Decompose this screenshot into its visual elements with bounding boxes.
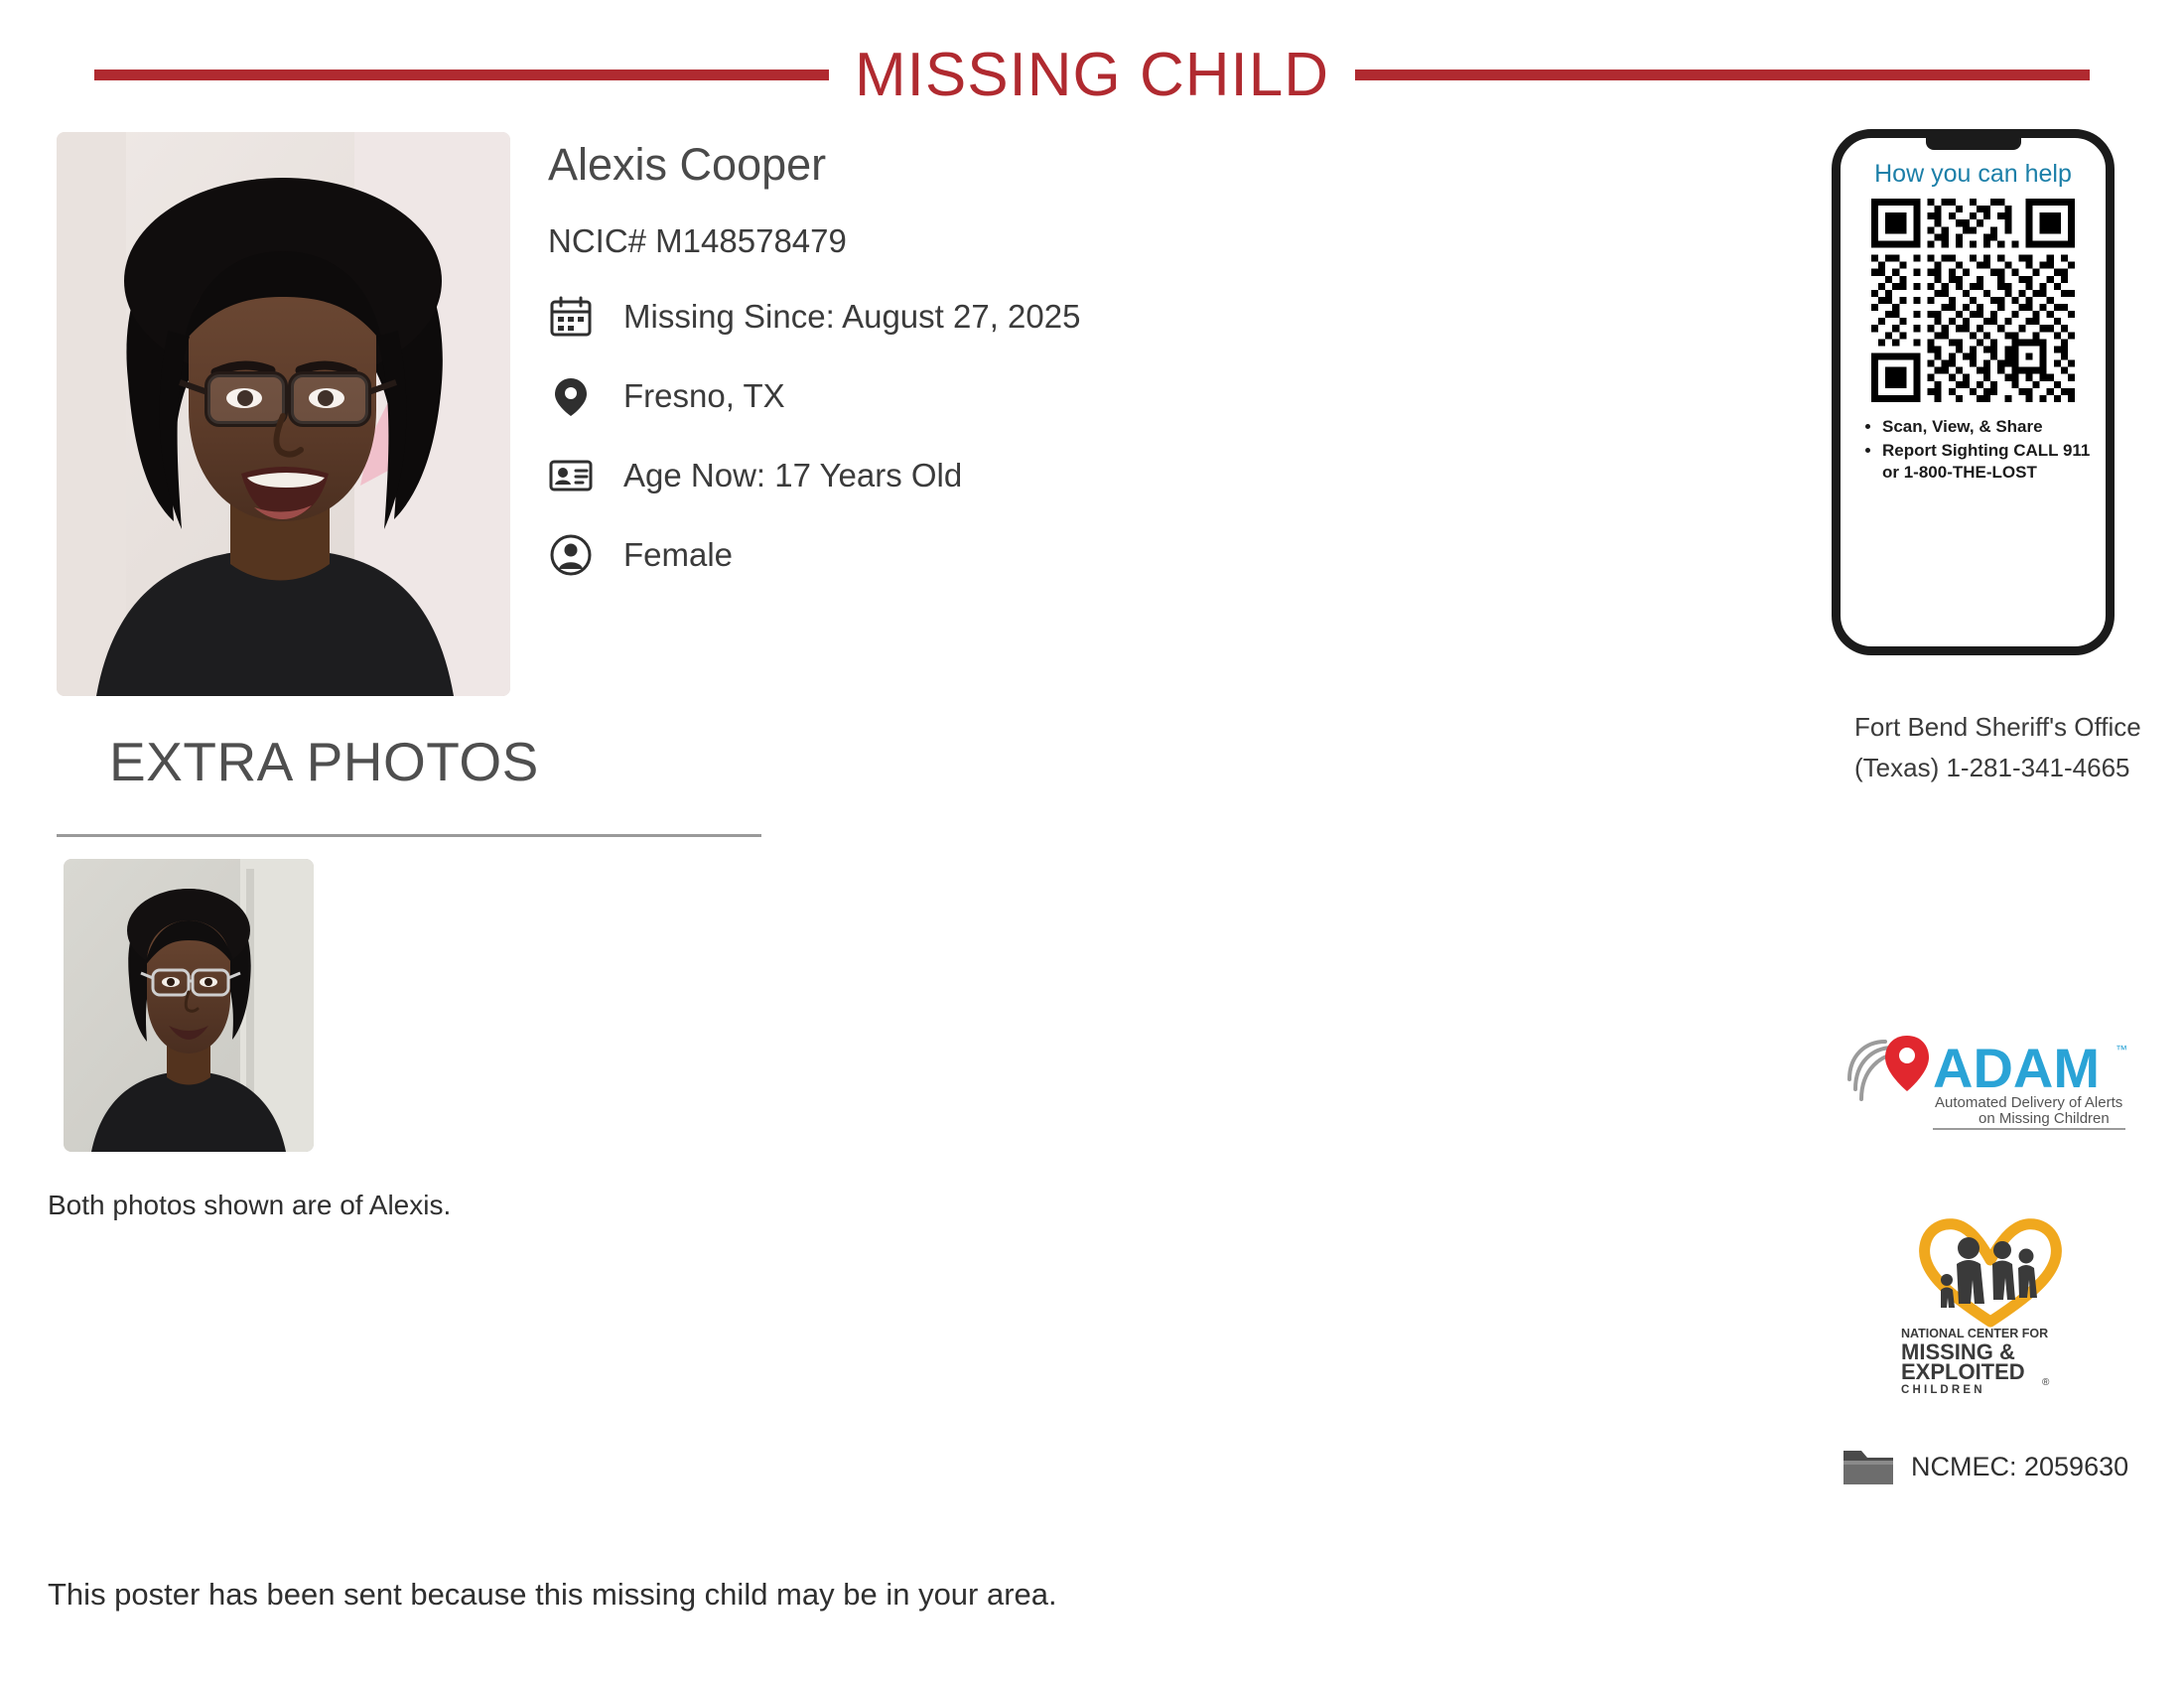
help-panel-title: How you can help xyxy=(1874,160,2072,188)
help-bullet-list xyxy=(1864,416,2092,483)
case-number-row xyxy=(1842,1445,2128,1488)
poster-header xyxy=(0,30,2184,119)
svg-text:®: ® xyxy=(2042,1377,2050,1388)
adam-logo xyxy=(1842,1028,2139,1137)
child-details xyxy=(548,139,1739,608)
footer-note: This poster has been sent because this missing child may be in your area. xyxy=(48,1577,1057,1612)
location-pin-icon xyxy=(548,373,594,419)
case-number-label: NCMEC: 2059630 xyxy=(1911,1451,2129,1481)
age-text: Age Now: 17 Years Old xyxy=(623,457,963,493)
photo-caption: Both photos shown are of Alexis. xyxy=(48,1190,452,1220)
detail-missing-since xyxy=(548,290,1739,344)
sex-text: Female xyxy=(623,536,734,573)
ncmec-logo xyxy=(1891,1206,2090,1395)
phone-notch xyxy=(1926,138,2021,150)
extra-child-photo xyxy=(64,859,314,1152)
missing-since-text: Missing Since: August 27, 2025 xyxy=(623,298,1081,335)
ncic-number: NCIC# M148578479 xyxy=(548,222,847,259)
person-icon xyxy=(548,532,594,578)
help-bullet-report: • Report Sighting CALL 911 or 1-800-THE-LOST xyxy=(1882,440,2092,484)
how-you-can-help-panel xyxy=(1832,129,2115,655)
header-rule-right xyxy=(1355,70,2090,80)
calendar-icon xyxy=(548,294,594,340)
qr-code[interactable] xyxy=(1871,199,2075,402)
svg-text:™: ™ xyxy=(2116,1043,2127,1056)
primary-photo-image xyxy=(57,132,510,696)
primary-child-photo xyxy=(57,132,510,696)
child-name: Alexis Cooper xyxy=(548,139,827,190)
ncmec-logo-graphic xyxy=(1891,1206,2090,1395)
header-rule-left xyxy=(94,70,829,80)
extra-photos-divider xyxy=(57,834,761,837)
ncmec-line-4: C H I L D R E N xyxy=(1901,1384,1982,1395)
extra-photos-title: EXTRA PHOTOS xyxy=(109,731,539,792)
ncmec-line-2: MISSING & xyxy=(1901,1339,2015,1364)
detail-age xyxy=(548,449,1739,502)
adam-logo-graphic xyxy=(1842,1028,2139,1137)
folder-icon xyxy=(1842,1445,1895,1488)
id-card-icon xyxy=(548,453,594,498)
qr-code-wrapper xyxy=(1854,199,2092,402)
page-title: MISSING CHILD xyxy=(854,40,1330,109)
adam-tagline-2: on Missing Children xyxy=(1979,1110,2110,1127)
location-text: Fresno, TX xyxy=(623,377,785,414)
adam-wordmark: ADAM xyxy=(1933,1037,2100,1099)
ncmec-line-3: EXPLOITED xyxy=(1901,1359,2025,1384)
detail-location xyxy=(548,369,1739,423)
ncmec-line-1: NATIONAL CENTER FOR xyxy=(1901,1327,2049,1340)
detail-sex xyxy=(548,528,1739,582)
help-bullet-scan: • Scan, View, & Share xyxy=(1882,416,2092,438)
extra-photo-image xyxy=(64,859,314,1152)
adam-tagline-1: Automated Delivery of Alerts xyxy=(1935,1094,2123,1111)
reporting-agency: Fort Bend Sheriff's Office (Texas) 1-281-341-4665 xyxy=(1854,712,2141,783)
